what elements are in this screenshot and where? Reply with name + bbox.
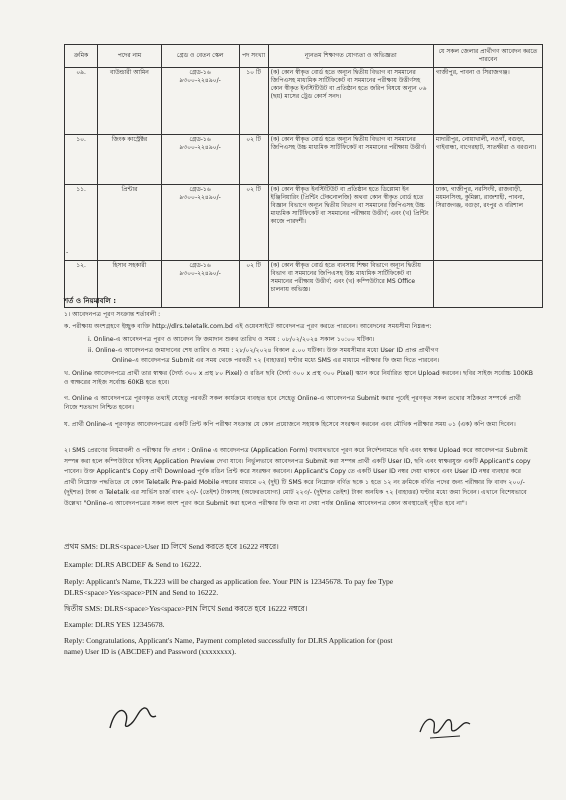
second-sms-reply-line1: Reply: Congratulations, Applicant's Name, Payment completed successfully for DLRS Application for (post xyxy=(64,636,393,645)
table-row xyxy=(65,68,543,135)
cell-grade xyxy=(161,68,239,135)
cell-qualification: (ক) কোন স্বীকৃত বোর্ড হতে অন্যূন দ্বিতীয় বিভাগ বা সমমানের জিপিএসহ মাধ্যমিক সার্টিফিকেট বা সমমানের পরীক্ষায় উত্তীর্ণসহ কোন স্বীকৃত ইনস্টিটিউট বা প্রতিষ্ঠান হতে জরিপ বিষয়ে অন্যূন ০৬ (ছয়) মাসের ট্রেড কোর্স সনদ। xyxy=(268,68,433,135)
cell-post-name: জিংক কাস্ট্রেক্টর xyxy=(98,135,161,185)
table-row xyxy=(65,185,543,261)
second-sms-reply-line2: name) User ID is (ABCDEF) and Password (xxxxxxxx). xyxy=(64,647,237,656)
first-sms-label: প্রথম SMS: DLRS<space>User ID লিখে Send করতে হবে 16222 নম্বরে। xyxy=(64,542,279,551)
margin-dash: - xyxy=(66,249,69,256)
signature-left xyxy=(104,700,164,736)
cell-post-name: বাউন্ডারী আমিন xyxy=(98,68,161,135)
header-districts: যে সকল জেলার প্রার্থীগণ আবেদন করতে পারবেন xyxy=(433,45,542,68)
condition-i: i. Online-এ আবেদনপত্র পূরণ ও আবেদন ফি জমাদান শুরুর তারিখ ও সময় : ০৮/০২/২০২৪ সকাল ১০:০০ ঘটিকা। xyxy=(88,336,375,343)
first-sms-example: Example: DLRS ABCDEF & Send to 16222. xyxy=(64,560,202,569)
scale-text: ৯৩০০-২২৪৯০/- xyxy=(179,194,221,201)
cell-post-count: ০২ টি xyxy=(239,135,268,185)
first-sms-reply-line2: DLRS<space>Yes<space>PIN and Send to 16222. xyxy=(64,588,219,597)
header-post-name: পদের নাম xyxy=(98,45,161,68)
cell-post-count: ১০ টি xyxy=(239,68,268,135)
table-row xyxy=(65,135,543,185)
cell-post-count: ০২ টি xyxy=(239,261,268,308)
condition-1: ১। আবেদনপত্র পূরণ সংক্রান্ত শর্তাবলী : xyxy=(64,311,161,318)
cell-districts xyxy=(433,261,542,308)
condition-2-sms-fee: ২। SMS প্রেরণের নিয়মাবলী ও পরীক্ষার ফি প্রদান : Online এ আবেদনপত্র (Application Form) যথাযথভাবে পূরণ করে নির্দেশনামতে ছবি এবং স্বাক্ষর Upload করে আবেদনপত্র Submit সম্পন্ন করা হলে কম্পিউটারে ছবিসহ Application Preview দেখা যাবে। নির্ভুলভাবে আবেদনপত্র Submit করা সম্পন্ন প্রার্থী একটি User ID, ছবি এবং স্বাক্ষরযুক্ত একটি Applicant's copy পাবেন। উক্ত Applicant's Copy প্রার্থী Download পূর্বক রঙিন প্রিন্ট করে সংরক্ষণ করবেন। Applicant's Copy তে একটি User ID নম্বর দেয়া থাকবে এবং User ID নম্বর ব্যবহার করে প্রার্থী নিম্নোক্ত পদ্ধতিতে যে কোন Teletalk Pre-paid Mobile নম্বরের মাধ্যমে ০২ (দুই) টি SMS করে নিম্নোক্ত বর্ণিত ছকে ১ হতে ১২ নং ক্রমিকে বর্ণিত পদের জন্য পরীক্ষার ফি বাবদ ২০০/- (দুইশত) টাকা ও Teletalk এর সার্ভিস চার্জ বাবদ ২৩/- (তেইশ) টাকাসহ (অফেরতযোগ্য) মোট ২২৩/- (দুইশত তেইশ) টাকা অনধিক ৭২ (বাহাত্তর) ঘণ্টার মধ্যে জমা দিবেন। এখানে বিশেষভাবে উল্লেখ্য "Online-এ আবেদনপত্রের সকল অংশ পূরণ করে Submit করা হলেও পরীক্ষার ফি জমা না দেয়া পর্যন্ত Online আবেদনপত্র কোন অবস্থাতেই গৃহীত হবে না"। xyxy=(64,447,531,507)
condition-ka: ক. পরীক্ষায় অংশগ্রহণে ইচ্ছুক ব্যক্তি http://dlrs.teletalk.com.bd এই ওয়েবসাইটে আবেদনপত্র পূরণ করতে পারবেন। আবেদনের সময়সীমা নিম্নরূপ: xyxy=(64,323,432,330)
cell-post-name: প্রিন্টার xyxy=(98,185,161,261)
cell-post-count: ০২ টি xyxy=(239,185,268,261)
grade-text: গ্রেড-১৬ xyxy=(189,136,211,143)
condition-kha: খ. Online আবেদনপত্রে প্রার্থী তার স্বাক্ষর (দৈর্ঘ্য ৩০০ x প্রস্থ ৮০ Pixel) ও রঙিন ছবি (দৈর্ঘ্য ৩০০ x প্রস্থ ৩০০ Pixel) স্ক্যান করে নির্ধারিত স্থানে Upload করবেন। ছবির সাইজ সর্বোচ্চ 100KB ও স্বাক্ষরের সাইজ সর্বোচ্চ 60KB হতে হবে। xyxy=(64,370,533,386)
condition-gha: ঘ. প্রার্থী Online-এ পূরণকৃত আবেদনপত্রের একটি প্রিন্ট কপি পরীক্ষা সংক্রান্ত যে কোন প্রয়োজনে সহায়ক হিসেবে সংরক্ষণ করবেন এবং মৌখিক পরীক্ষার সময় ০১ (এক) কপি জমা দিবেন। xyxy=(64,421,516,428)
first-sms-reply-line1: Reply: Applicant's Name, Tk.223 will be charged as application fee. Your PIN is 12345678. To pay fee Type xyxy=(64,577,394,586)
cell-districts: মাদারীপুর, নোয়াখালী, নওগাঁ, বগুড়া, গাইবান্ধা, বাগেরহাট, সাতক্ষীরা ও বরগুনা। xyxy=(433,135,542,185)
table-row xyxy=(65,261,543,308)
grade-text: গ্রেড-১৬ xyxy=(189,186,211,193)
cell-post-name: হিসাব সহকারী xyxy=(98,261,161,308)
cell-serial: ১১. xyxy=(65,185,98,261)
condition-ga: গ. Online এ আবেদনপত্রে পূরণকৃত তথ্যই যেহেতু পরবর্তী সকল কার্যক্রমে ব্যবহৃত হবে সেহেতু Online-এ আবেদনপত্র Submit করার পূর্বেই পূরণকৃত সকল তথ্যের সঠিকতা সম্পর্কে প্রার্থী নিজে শতভাগ নিশ্চিত হবেন। xyxy=(64,395,521,411)
posts-table xyxy=(64,44,543,308)
cell-qualification: (ক) কোন স্বীকৃত বোর্ড হতে অন্যূন দ্বিতীয় বিভাগ বা সমমানের জিপিএসহ উচ্চ মাধ্যমিক সার্টিফিকেট বা সমমানের পরীক্ষায় উত্তীর্ণ। xyxy=(268,135,433,185)
signature-right xyxy=(416,710,476,744)
cell-serial: ১০. xyxy=(65,135,98,185)
second-sms-label: দ্বিতীয় SMS: DLRS<space>Yes<space>PIN লিখে Send করতে হবে 16222 নম্বরে। xyxy=(64,604,308,613)
second-sms-example: Example: DLRS YES 12345678. xyxy=(64,620,165,629)
header-grade-scale: গ্রেড ও বেতন স্কেল xyxy=(161,45,239,68)
grade-text: গ্রেড-১৬ xyxy=(189,69,211,76)
cell-serial: ১২. xyxy=(65,261,98,308)
cell-qualification: (ক) কোন স্বীকৃত ইনস্টিটিউট বা প্রতিষ্ঠান হতে ডিপ্লোমা ইন ইঞ্জিনিয়ারিং (প্রিন্টিং টেকনোলজি) অথবা কোন স্বীকৃত বোর্ড হতে বিজ্ঞান বিভাগে অন্যূন দ্বিতীয় বিভাগ বা সমমানের জিপিএসহ উচ্চ মাধ্যমিক সার্টিফিকেট বা সমমানের পরীক্ষায় উত্তীর্ণ; এবং (খ) প্রিন্টিং কাজে পারদর্শী। xyxy=(268,185,433,261)
scale-text: ৯৩০০-২২৪৯০/- xyxy=(179,270,221,277)
cell-qualification: (ক) কোন স্বীকৃত বোর্ড হতে ব্যবসায় শিক্ষা বিভাগে অন্যূন দ্বিতীয় বিভাগ বা সমমানের জিপিএসহ উচ্চ মাধ্যমিক সার্টিফিকেট বা সমমানের পরীক্ষায় উত্তীর্ণ; এবং (খ) কম্পিউটারে MS Office চালনায় অভিজ্ঞ। xyxy=(268,261,433,308)
cell-districts: গাজীপুর, পাবনা ও সিরাজগঞ্জ। xyxy=(433,68,542,135)
condition-ii-line2: Online-এ আবেদনপত্র Submit এর সময় থেকে পরবর্তী ৭২ (বাহাত্তর) ঘণ্টার মধ্যে SMS এর মাধ্যমে পরীক্ষার ফি জমা দিতে পারবেন। xyxy=(112,357,440,364)
condition-ii-line1: ii. Online-এ আবেদনপত্র জমাদানের শেষ তারিখ ও সময় : ২৮/০২/২০২৪ বিকাল ৫.০০ ঘটিকা। উক্ত সময়সীমার মধ্যে User ID প্রাপ্ত প্রার্থীগণ xyxy=(88,347,439,354)
header-qualification: ন্যূনতম শিক্ষাগত যোগ্যতা ও অভিজ্ঞতা xyxy=(268,45,433,68)
cell-grade xyxy=(161,185,239,261)
scale-text: ৯৩০০-২২৪৯০/- xyxy=(179,144,221,151)
cell-districts: ঢাকা, গাজীপুর, নরসিংদী, রাজবাড়ী, ময়মনসিংহ, কুমিল্লা, রাজশাহী, পাবনা, সিরাজগঞ্জ, বগুড়া, রংপুর ও বরিশাল xyxy=(433,185,542,261)
cell-grade xyxy=(161,261,239,308)
terms-heading: শর্ত ও নিয়মাবলি : xyxy=(64,297,116,305)
header-post-count: পদ সংখ্যা xyxy=(239,45,268,68)
grade-text: গ্রেড-১৬ xyxy=(189,262,211,269)
header-serial: ক্রমিক xyxy=(65,45,98,68)
scale-text: ৯৩০০-২২৪৯০/- xyxy=(179,77,221,84)
cell-grade xyxy=(161,135,239,185)
table-header-row xyxy=(65,45,543,68)
cell-serial: ০৯. xyxy=(65,68,98,135)
